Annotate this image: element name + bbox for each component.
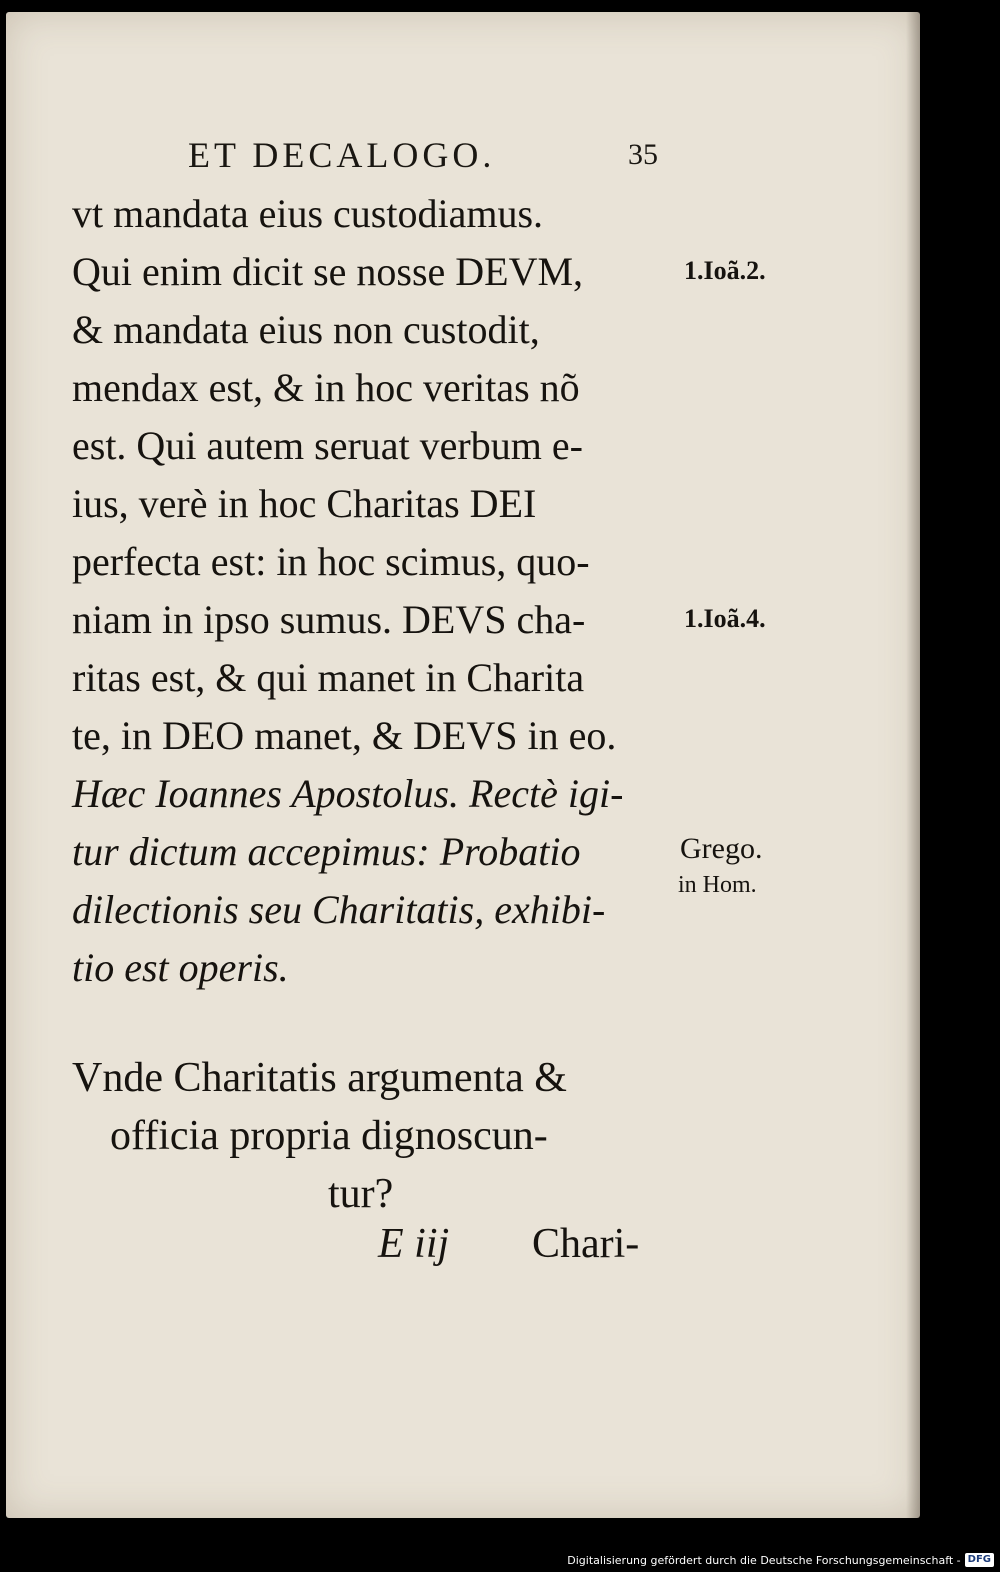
margin-note: in Hom.: [678, 872, 757, 898]
body-line: vt mandata eius custodiamus.: [72, 191, 544, 236]
body-line: niam in ipso sumus. DEVS cha-: [72, 597, 586, 642]
margin-note: Grego.: [680, 832, 763, 865]
digitization-credit: [567, 1551, 994, 1569]
section-heading-line: tur?: [328, 1171, 394, 1217]
body-line: est. Qui autem seruat verbum e-: [72, 423, 583, 468]
body-line-italic: Hæc Ioannes Apostolus. Rectè igi-: [72, 771, 624, 816]
body-line: perfecta est: in hoc scimus, quo-: [72, 539, 590, 584]
body-line: Qui enim dicit se nosse DEVM,: [72, 249, 584, 294]
body-line: ius, verè in hoc Charitas DEI: [72, 481, 537, 526]
credit-text: Digitalisierung gefördert durch die Deutsche Forschungsgemeinschaft -: [567, 1553, 961, 1567]
margin-note: 1.Ioã.2.: [684, 256, 766, 285]
body-line: mendax est, & in hoc veritas nõ: [72, 365, 580, 410]
body-line-italic: dilectionis seu Charitatis, exhibi-: [72, 887, 606, 932]
body-line: ritas est, & qui manet in Charita: [72, 655, 585, 700]
margin-note: 1.Ioã.4.: [684, 604, 766, 633]
page-number: 35: [628, 138, 658, 171]
running-header: [188, 134, 668, 178]
body-line-italic: tio est operis.: [72, 945, 289, 990]
body-line: & mandata eius non custodit,: [72, 307, 540, 352]
dfg-logo: DFG: [965, 1553, 994, 1567]
body-line: te, in DEO manet, & DEVS in eo.: [72, 713, 617, 758]
section-heading-line: officia propria dignoscun-: [110, 1113, 548, 1159]
header-title: ET DECALOGO.: [188, 135, 496, 175]
catchword: Chari-: [532, 1221, 640, 1267]
section-heading-line: Vnde Charitatis argumenta &: [72, 1055, 567, 1101]
signature-mark: E iij: [378, 1221, 450, 1267]
body-line-italic: tur dictum accepimus: Probatio: [72, 829, 581, 874]
